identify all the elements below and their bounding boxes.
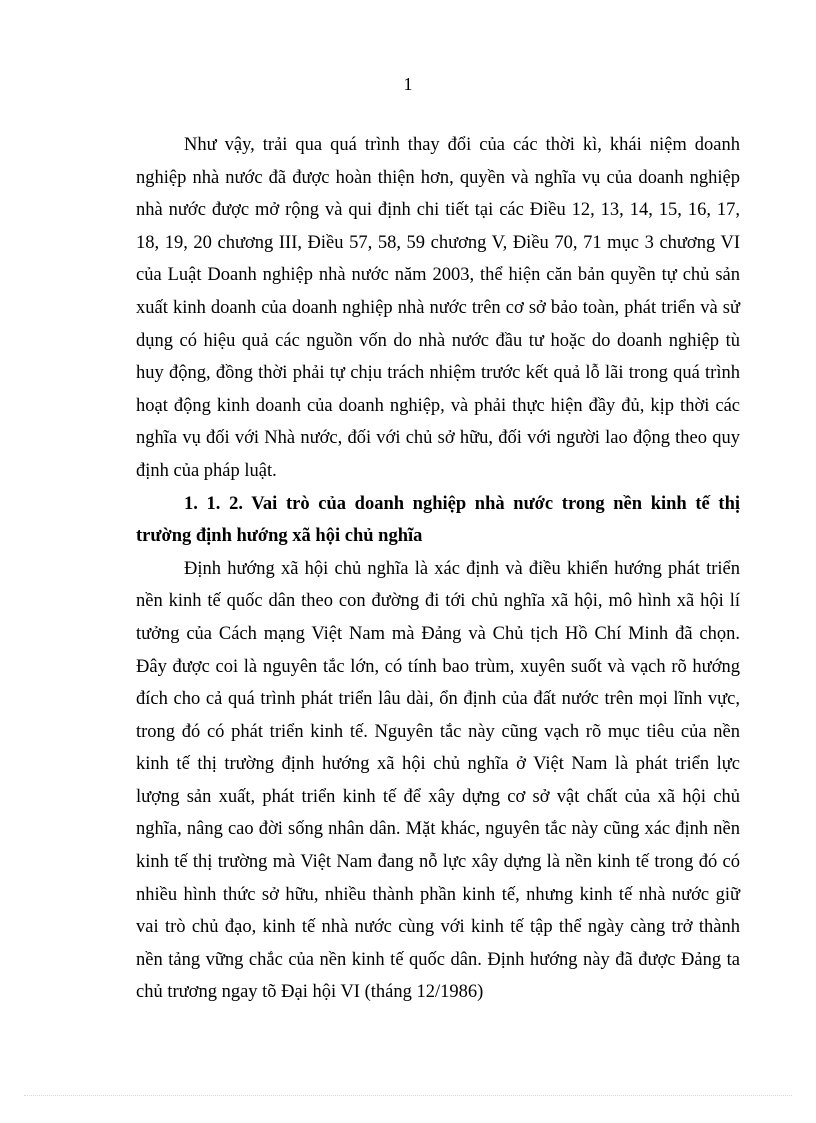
- document-body: [136, 129, 740, 1009]
- page-number: 1: [403, 74, 413, 94]
- section-heading: 1. 1. 2. Vai trò của doanh nghiệp nhà nước trong nền kinh tế thị trường định hướng xã hội chủ nghĩa: [136, 493, 740, 547]
- page-bottom-rule: [24, 1095, 792, 1096]
- paragraph-1: Như vậy, trải qua quá trình thay đổi của các thời kì, khái niệm doanh nghiệp nhà nước đã được hoàn thiện hơn, quyền và nghĩa vụ của doanh nghiệp nhà nước được mở rộng và qui định chi tiết tại các Điều 12, 13, 14, 15, 16, 17, 18, 19, 20 chương III, Điều 57, 58, 59 chương V, Điều 70, 71 mục 3 chương VI của Luật Doanh nghiệp nhà nước năm 2003, thể hiện căn bản quyền tự chủ sản xuất kinh doanh của doanh nghiệp nhà nước trên cơ sở bảo toàn, phát triển và sử dụng có hiệu quả các nguồn vốn do nhà nước đầu tư hoặc do doanh nghiệp tù huy động, đồng thời phải tự chịu trách nhiệm trước kết quả lỗ lãi trong quá trình hoạt động kinh doanh của doanh nghiệp, và phải thực hiện đầy đủ, kịp thời các nghĩa vụ đối với Nhà nước, đối với chủ sở hữu, đối với người lao động theo quy định của pháp luật.: [136, 135, 740, 481]
- paragraph-2: Định hướng xã hội chủ nghĩa là xác định và điều khiển hướng phát triển nền kinh tế quốc dân theo con đường đi tới chủ nghĩa xã hội, mô hình xã hội lí tưởng của Cách mạng Việt Nam mà Đảng và Chủ tịch Hồ Chí Minh đã chọn. Đây được coi là nguyên tắc lớn, có tính bao trùm, xuyên suốt và vạch rõ hướng đích cho cả quá trình phát triển lâu dài, ổn định của đất nước trên mọi lĩnh vực, trong đó có phát triển kinh tế. Nguyên tắc này cũng vạch rõ mục tiêu của nền kinh tế thị trường định hướng xã hội chủ nghĩa ở Việt Nam là phát triển lực lượng sản xuất, phát triển kinh tế để xây dựng cơ sở vật chất của xã hội chủ nghĩa, nâng cao đời sống nhân dân. Mặt khác, nguyên tắc này cũng xác định nền kinh tế thị trường mà Việt Nam đang nỗ lực xây dựng là nền kinh tế trong đó có nhiều hình thức sở hữu, nhiều thành phần kinh tế, nhưng kinh tế nhà nước giữ vai trò chủ đạo, kinh tế nhà nước cùng với kinh tế tập thể ngày càng trở thành nền tảng vững chắc của nền kinh tế quốc dân. Định hướng này đã được Đảng ta chủ trương ngay tõ Đại hội VI (tháng 12/1986): [136, 558, 740, 1003]
